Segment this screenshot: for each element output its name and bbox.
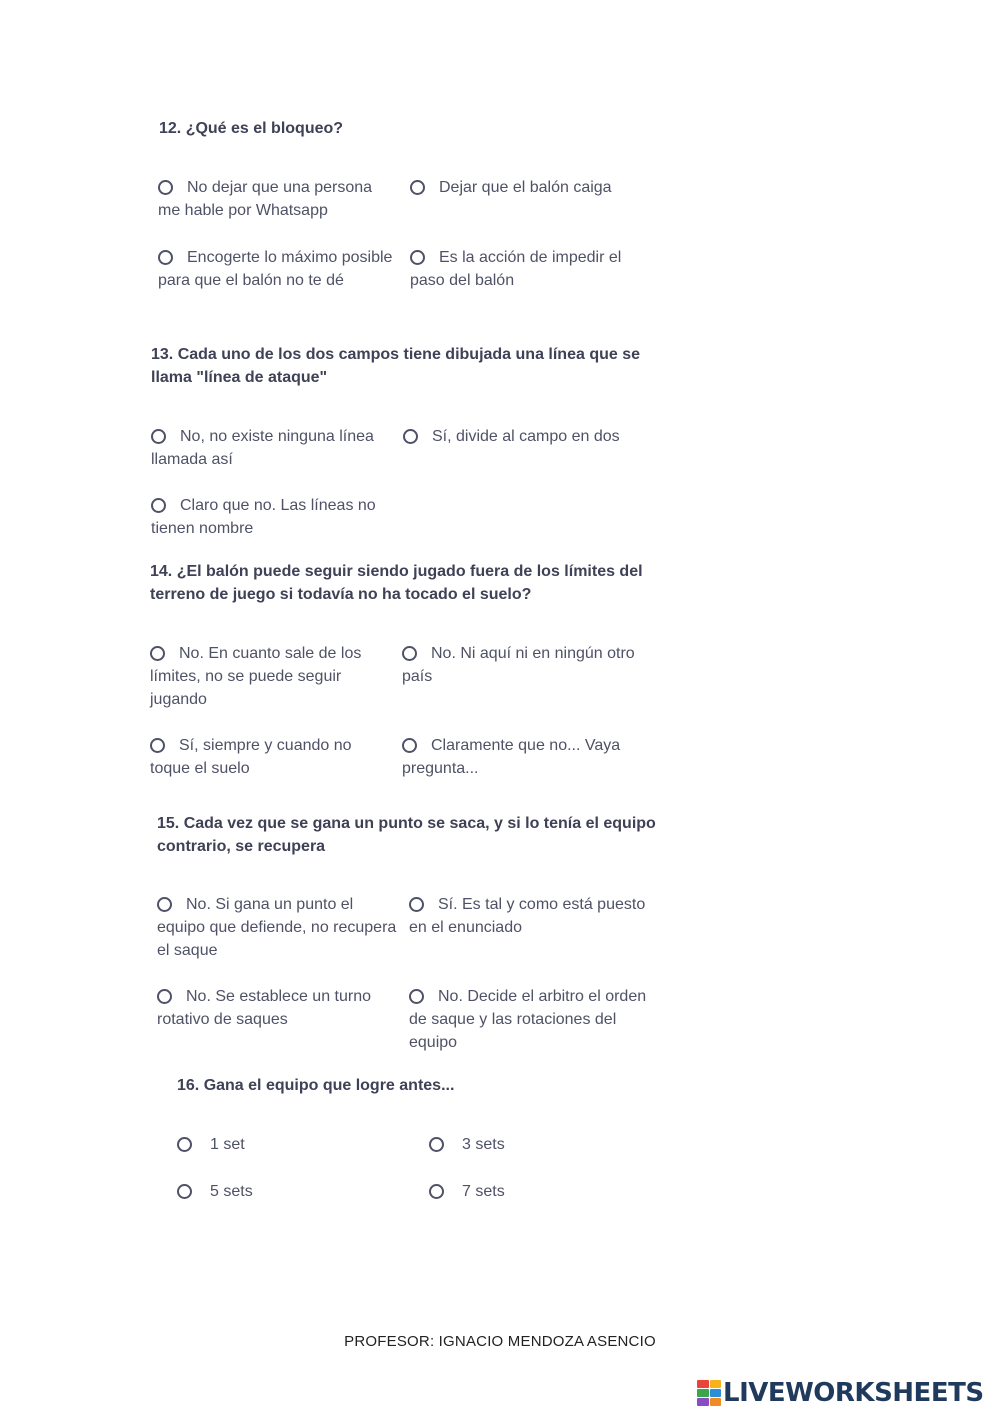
logo-tile: [697, 1389, 709, 1397]
liveworksheets-logo: [697, 1378, 984, 1408]
logo-tile: [697, 1380, 709, 1388]
radio-circle-icon[interactable]: [409, 989, 424, 1004]
logo-tile: [710, 1389, 722, 1397]
radio-circle-icon[interactable]: [151, 498, 166, 513]
question-15-option-1[interactable]: No. Si gana un punto el equipo que defiende, no recupera el saque: [157, 896, 397, 959]
radio-circle-icon[interactable]: [177, 1184, 192, 1199]
question-15-option-3[interactable]: No. Se establece un turno rotativo de saques: [157, 988, 372, 1028]
radio-circle-icon[interactable]: [410, 180, 425, 195]
radio-circle-icon[interactable]: [409, 897, 424, 912]
logo-badge-icon: [697, 1380, 721, 1406]
radio-circle-icon[interactable]: [150, 646, 165, 661]
question-16-option-3[interactable]: 5 sets: [177, 1180, 417, 1203]
question-13-title: 13. Cada uno de los dos campos tiene dibujada una línea que se llama "línea de ataque": [151, 346, 641, 386]
question-14-option-3[interactable]: Sí, siempre y cuando no toque el suelo: [150, 737, 352, 777]
question-16-option-2[interactable]: 3 sets: [429, 1133, 669, 1156]
radio-circle-icon[interactable]: [402, 646, 417, 661]
question-12-option-3[interactable]: Encogerte lo máximo posible para que el balón no te dé: [158, 249, 393, 289]
radio-circle-icon[interactable]: [402, 738, 417, 753]
logo-text: LIVEWORKSHEETS: [723, 1378, 984, 1408]
radio-circle-icon[interactable]: [177, 1137, 192, 1152]
radio-circle-icon[interactable]: [151, 429, 166, 444]
logo-tile: [697, 1398, 709, 1406]
question-12-option-1[interactable]: No dejar que una persona me hable por Whatsapp: [158, 179, 373, 219]
question-15-option-2[interactable]: Sí. Es tal y como está puesto en el enunciado: [409, 896, 646, 936]
question-14-option-1[interactable]: No. En cuanto sale de los límites, no se puede seguir jugando: [150, 645, 362, 708]
radio-circle-icon[interactable]: [158, 250, 173, 265]
question-13-option-1[interactable]: No, no existe ninguna línea llamada así: [151, 428, 374, 468]
question-14-option-4[interactable]: Claramente que no... Vaya pregunta...: [402, 737, 621, 777]
question-16-title: 16. Gana el equipo que logre antes...: [177, 1077, 455, 1094]
radio-circle-icon[interactable]: [157, 989, 172, 1004]
question-14-option-2[interactable]: No. Ni aquí ni en ningún otro país: [402, 645, 635, 685]
logo-tile: [710, 1398, 722, 1406]
question-16-option-1[interactable]: 1 set: [177, 1133, 417, 1156]
question-15-title: 15. Cada vez que se gana un punto se saca, y si lo tenía el equipo contrario, se recupera: [157, 815, 656, 855]
radio-circle-icon[interactable]: [150, 738, 165, 753]
question-13-option-3[interactable]: Claro que no. Las líneas no tienen nombre: [151, 497, 376, 537]
question-12-title: 12. ¿Qué es el bloqueo?: [159, 120, 344, 137]
question-12-option-4[interactable]: Es la acción de impedir el paso del balón: [410, 249, 622, 289]
question-13-option-2[interactable]: Sí, divide al campo en dos: [403, 425, 643, 448]
radio-circle-icon[interactable]: [157, 897, 172, 912]
radio-circle-icon[interactable]: [429, 1137, 444, 1152]
question-14-title: 14. ¿El balón puede seguir siendo jugado fuera de los límites del terreno de juego si todavía no ha tocado el suelo?: [150, 563, 643, 603]
logo-tile: [710, 1380, 722, 1388]
radio-circle-icon[interactable]: [403, 429, 418, 444]
radio-circle-icon[interactable]: [410, 250, 425, 265]
question-12-option-2[interactable]: Dejar que el balón caiga: [410, 176, 650, 199]
radio-circle-icon[interactable]: [429, 1184, 444, 1199]
question-16-option-4[interactable]: 7 sets: [429, 1180, 669, 1203]
radio-circle-icon[interactable]: [158, 180, 173, 195]
question-15-option-4[interactable]: No. Decide el arbitro el orden de saque y las rotaciones del equipo: [409, 988, 647, 1051]
teacher-credit: PROFESOR: IGNACIO MENDOZA ASENCIO: [344, 1333, 656, 1350]
